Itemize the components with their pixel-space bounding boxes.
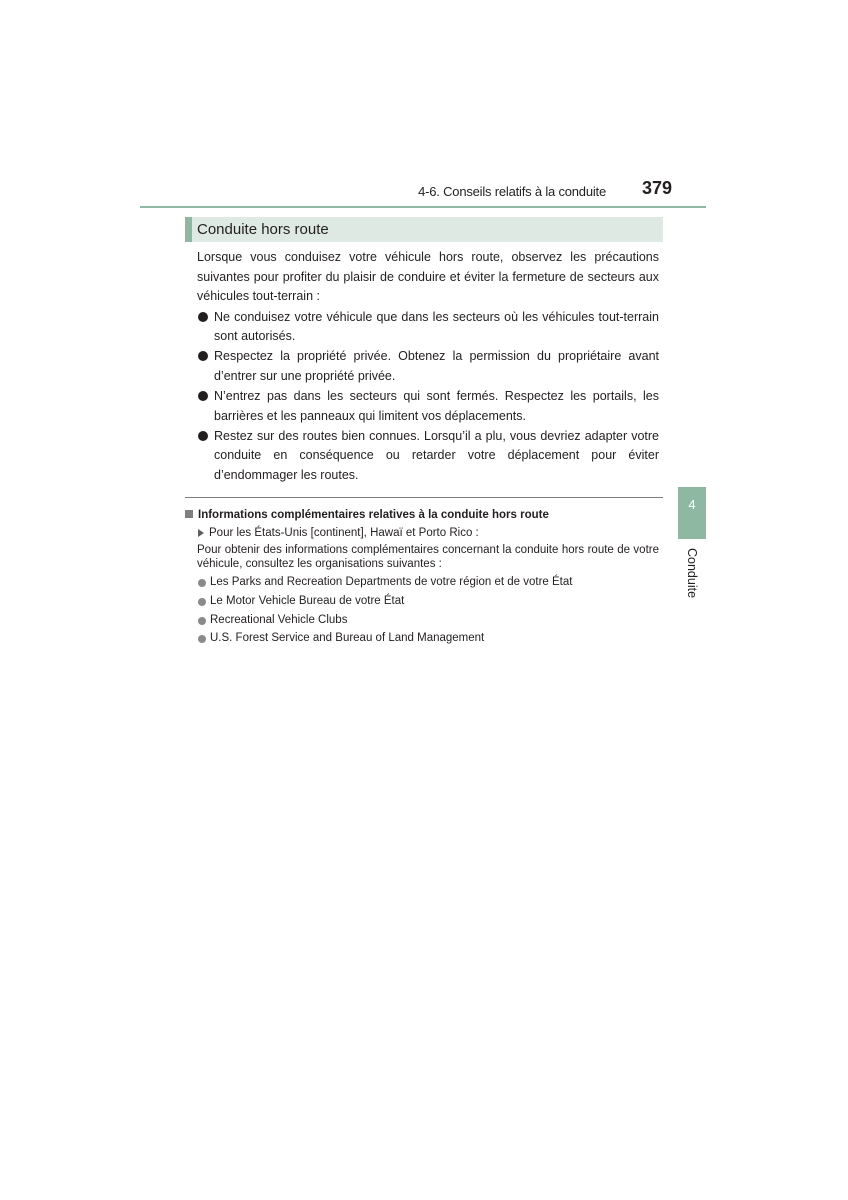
bullet-icon [198, 351, 208, 361]
running-header-section: 4-6. Conseils relatifs à la conduite [418, 184, 606, 199]
bullet-icon [198, 431, 208, 441]
page-number: 379 [641, 178, 672, 198]
chapter-tab-label: Conduite [685, 548, 699, 599]
info-paragraph: Pour obtenir des informations complémentaires concernant la conduite hors route de votre véhicule, consultez les organisations suivantes : [197, 544, 659, 570]
bullet-icon [198, 635, 206, 643]
list-item: Les Parks and Recreation Departments de votre région et de votre État [185, 573, 663, 592]
list-item: Respectez la propriété privée. Obtenez la permission du propriétaire avant d’entrer sur une propriété privée. [197, 347, 659, 386]
info-divider [185, 497, 663, 498]
section-body [197, 248, 659, 486]
info-section [185, 506, 663, 648]
bullet-icon [198, 312, 208, 322]
header-divider [140, 206, 706, 208]
list-item: U.S. Forest Service and Bureau of Land Management [185, 629, 663, 648]
list-item: Ne conduisez votre véhicule que dans les secteurs où les véhicules tout-terrain sont autorisés. [197, 308, 659, 347]
bullet-icon [198, 391, 208, 401]
section-title: Conduite hors route [197, 221, 329, 238]
chapter-tab-number: 4 [688, 497, 696, 512]
square-bullet-icon [185, 510, 193, 518]
organizations-list [185, 573, 663, 648]
bullet-icon [198, 579, 206, 587]
title-accent-bar [185, 217, 192, 242]
info-subheading: Pour les États-Unis [continent], Hawaï et Porto Rico : [185, 524, 663, 542]
intro-paragraph: Lorsque vous conduisez votre véhicule hors route, observez les précautions suivantes pour profiter du plaisir de conduire et éviter la fermeture de secteurs aux véhicules tout-terrain : [197, 250, 659, 304]
info-heading: Informations complémentaires relatives à la conduite hors route [185, 506, 663, 524]
list-item: Recreational Vehicle Clubs [185, 611, 663, 630]
list-item: Le Motor Vehicle Bureau de votre État [185, 592, 663, 611]
triangle-right-icon [198, 529, 204, 537]
list-item: Restez sur des routes bien connues. Lorsqu’il a plu, vous devriez adapter votre conduite en conséquence ou retarder votre déplacement pour éviter d’endommager les routes. [197, 427, 659, 486]
list-item: N’entrez pas dans les secteurs qui sont fermés. Respectez les portails, les barrières et les panneaux qui limitent vos déplacements. [197, 387, 659, 426]
bullet-icon [198, 598, 206, 606]
precautions-list [197, 308, 659, 486]
bullet-icon [198, 617, 206, 625]
chapter-tab [678, 487, 706, 539]
section-title-box [185, 217, 663, 242]
